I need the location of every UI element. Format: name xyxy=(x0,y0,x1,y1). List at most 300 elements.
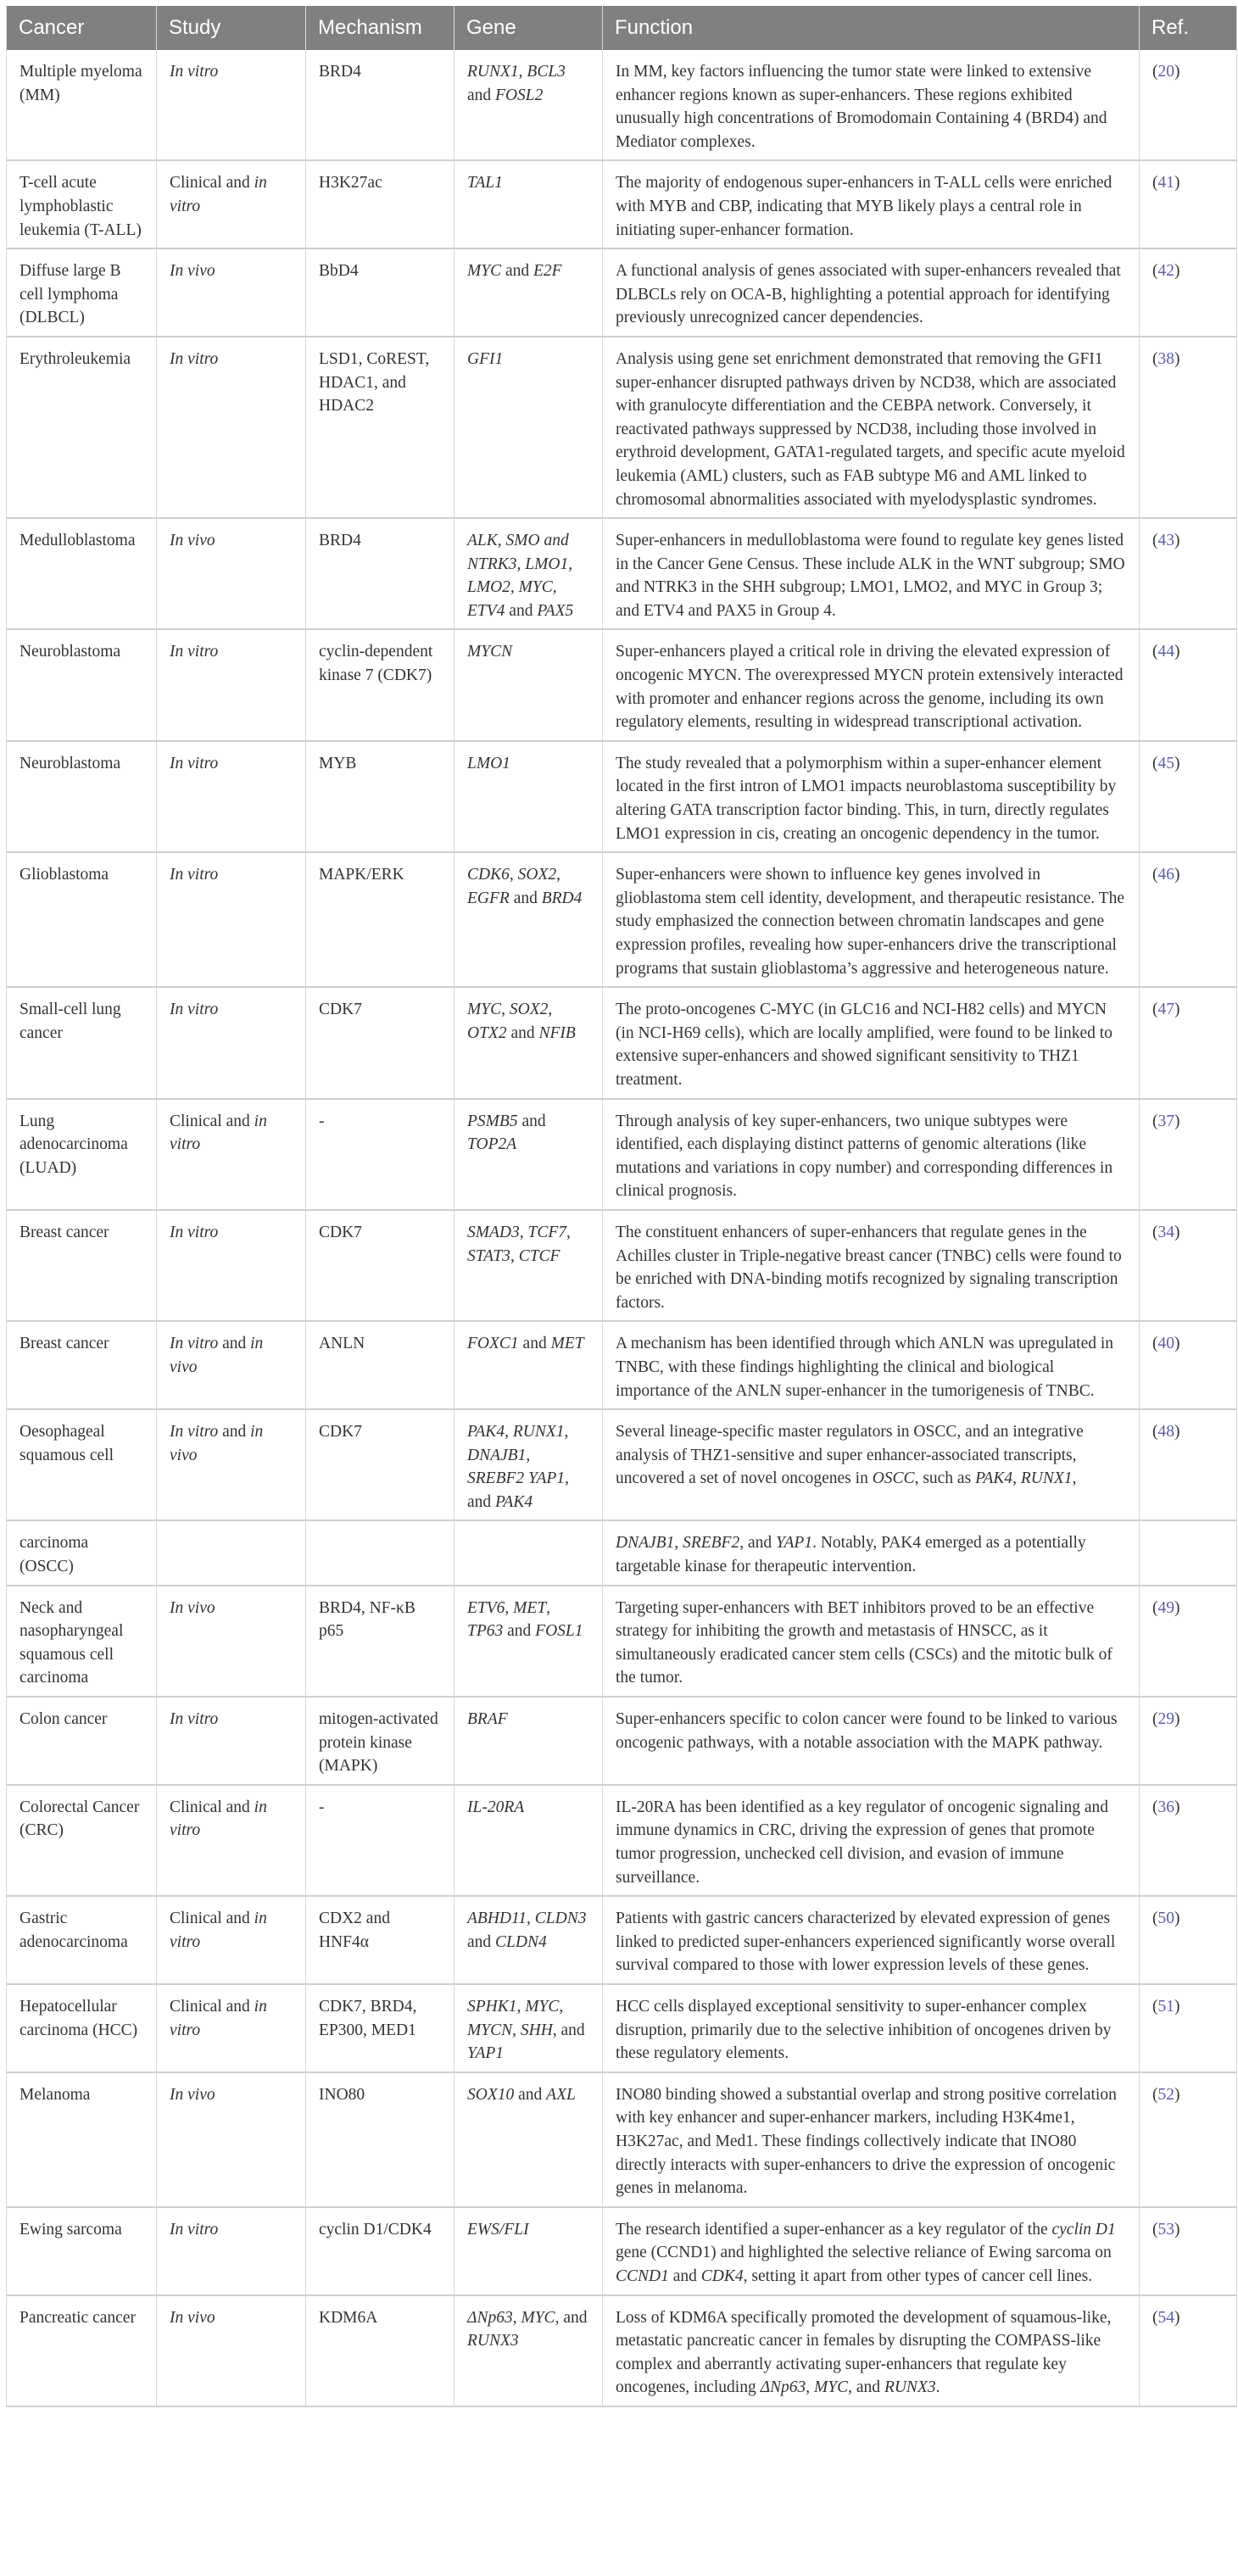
function-text: , such as xyxy=(914,1469,976,1488)
gene-cell xyxy=(454,50,603,160)
cancer-text: Small-cell lung cancer xyxy=(20,1001,121,1042)
table-row xyxy=(7,987,1237,1098)
mechanism-cell xyxy=(306,337,454,518)
reference-link[interactable]: ( 34 ) xyxy=(1152,1224,1180,1241)
function-text: The research identified a super-enhancer as a key regulator of the xyxy=(616,2220,1052,2239)
function-cell xyxy=(603,337,1140,518)
function-text: The majority of endogenous super-enhancers in T-ALL cells were enriched with MYB and CBP, indicating that MYB likely plays a central role in initiating super-enhancer formation. xyxy=(616,174,1113,239)
mechanism-cell xyxy=(306,852,454,987)
function-text: , xyxy=(806,2378,815,2397)
cancer-cell xyxy=(7,1896,157,1984)
table-row xyxy=(7,248,1237,337)
study-cell xyxy=(157,248,306,337)
function-text: In MM, key factors influencing the tumor state were linked to extensive enhancer regions known as super-enhancers. These regions exhibited unusually high concentrations of Bromodomain Containing 4 (BRD4) and Mediator complexes. xyxy=(616,63,1107,151)
header-mechanism: Mechanism xyxy=(306,6,454,50)
study-italic-text: in vitro xyxy=(170,1798,267,1840)
reference-link[interactable]: ( 37 ) xyxy=(1152,1112,1180,1130)
gene-italic-text: RUNX1 xyxy=(512,1423,565,1441)
cancer-text: carcinoma (OSCC) xyxy=(20,1534,89,1576)
gene-italic-text: FOXC1 xyxy=(467,1335,519,1353)
gene-italic-text: GFI1 xyxy=(467,349,504,368)
study-cell xyxy=(157,1697,306,1785)
function-cell xyxy=(603,518,1140,629)
cancer-cell xyxy=(7,1520,157,1585)
study-text: Clinical and xyxy=(170,1798,254,1816)
mechanism-text: BRD4 xyxy=(319,532,361,550)
gene-italic-text: DNAJB1 xyxy=(467,1446,527,1464)
function-italic-text: ΔNp63 xyxy=(760,2378,806,2397)
gene-text: , xyxy=(556,866,560,884)
function-text: . Notably, PAK4 emerged as a potentially targetable kinase for therapeutic intervention. xyxy=(616,1534,1086,1576)
cancer-text: Ewing sarcoma xyxy=(20,2220,122,2239)
gene-text: , xyxy=(501,1001,510,1019)
mechanism-cell xyxy=(306,1984,454,2072)
function-text: , xyxy=(1072,1469,1077,1488)
gene-italic-text: YAP1 xyxy=(467,2044,505,2063)
study-cell xyxy=(157,1210,306,1321)
ref-cell xyxy=(1140,1785,1237,1896)
gene-cell xyxy=(454,1984,603,2072)
gene-text: and xyxy=(514,2085,547,2104)
gene-italic-text: MYCN xyxy=(467,643,513,661)
function-text: , and xyxy=(848,2378,884,2397)
function-italic-text: YAP1 xyxy=(776,1534,813,1553)
mechanism-cell xyxy=(306,2207,454,2295)
function-italic-text: PAK4 xyxy=(975,1469,1013,1488)
ref-cell xyxy=(1140,741,1237,852)
study-italic-text: In vitro xyxy=(170,1223,219,1241)
gene-text: , xyxy=(509,866,518,884)
gene-text: , xyxy=(564,1423,569,1441)
mechanism-text: CDX2 and HNF4α xyxy=(319,1910,390,1951)
study-italic-text: In vivo xyxy=(170,262,215,281)
gene-cell xyxy=(454,987,603,1098)
gene-text: , xyxy=(516,1997,526,2016)
table-header xyxy=(7,6,1237,50)
function-text: Analysis using gene set enrichment demonstrated that removing the GFI1 super-enhancer disrupted pathways driven by NCD38, which are associated with granulocyte differentiation and the CEBPA network. Conversely, it reactivated pathways suppressed by NCD38, including those involved in erythroid development, GATA1-regulated targets, and specific acute myeloid leukemia (AML) clusters, such as FAB subtype M6 and AML linked to chromosomal abnormalities associated with myelodysplastic syndromes. xyxy=(616,349,1125,509)
function-text: A functional analysis of genes associated with super-enhancers revealed that DLBCLs rely on OCA-B, highlighting a potential approach for identifying previously unrecognized cancer dependencies. xyxy=(616,262,1121,327)
study-text: Clinical and xyxy=(170,1997,254,2016)
gene-cell xyxy=(454,852,603,987)
cancer-cell xyxy=(7,1984,157,2072)
ref-cell xyxy=(1140,1586,1237,1697)
study-italic-text: In vitro xyxy=(170,754,219,772)
study-italic-text: In vivo xyxy=(170,2085,215,2104)
cancer-cell xyxy=(7,518,157,629)
reference-link[interactable]: ( 48 ) xyxy=(1152,1423,1180,1441)
gene-cell xyxy=(454,337,603,518)
cancer-text: Lung adenocarcinoma (LUAD) xyxy=(20,1112,128,1177)
function-text: The constituent enhancers of super-enhancers that regulate genes in the Achilles cluster in Triple-negative breast cancer (TNBC) cells were found to be enriched with DNA-binding motifs recognized by signaling transcription factors. xyxy=(616,1223,1122,1312)
cancer-text: Medulloblastoma xyxy=(20,532,136,550)
study-italic-text: In vitro xyxy=(170,1710,219,1729)
gene-text: and xyxy=(506,1023,539,1042)
function-text: Through analysis of key super-enhancers, two unique subtypes were identified, each displaying distinct patterns of genomic alterations (like mutations and variations in copy number) and corresponding differences in clinical prognosis. xyxy=(616,1112,1113,1201)
gene-italic-text: MET xyxy=(550,1335,584,1353)
gene-italic-text: CDK6 xyxy=(467,866,510,884)
cancer-text: Oesophageal squamous cell xyxy=(20,1423,114,1464)
table-row xyxy=(7,852,1237,987)
cancer-cell xyxy=(7,1099,157,1210)
gene-text: and xyxy=(518,1335,551,1353)
study-cell xyxy=(157,1099,306,1210)
study-italic-text: in vivo xyxy=(170,1335,264,1376)
gene-italic-text: BRD4 xyxy=(541,889,583,907)
table-row xyxy=(7,1409,1237,1520)
gene-italic-text: SHH xyxy=(520,2021,553,2039)
gene-italic-text: FOSL1 xyxy=(535,1622,583,1641)
table-row xyxy=(7,50,1237,160)
function-cell xyxy=(603,1586,1140,1697)
cancer-text: Colon cancer xyxy=(20,1710,108,1729)
study-cell xyxy=(157,1984,306,2072)
study-italic-text: In vitro xyxy=(170,1001,219,1019)
gene-italic-text: PAX5 xyxy=(537,601,574,620)
function-cell xyxy=(603,1896,1140,1984)
table-row xyxy=(7,1785,1237,1896)
mechanism-cell xyxy=(306,987,454,1098)
cancer-text: Erythroleukemia xyxy=(20,349,131,368)
gene-cell xyxy=(454,1520,603,1585)
function-cell xyxy=(603,50,1140,160)
mechanism-cell xyxy=(306,1785,454,1896)
gene-cell xyxy=(454,1321,603,1409)
gene-cell xyxy=(454,1896,603,1984)
cancer-text: Colorectal Cancer (CRC) xyxy=(20,1798,140,1840)
mechanism-text: KDM6A xyxy=(319,2308,378,2327)
ref-cell xyxy=(1140,248,1237,337)
cancer-cell xyxy=(7,1785,157,1896)
gene-italic-text: MYC xyxy=(521,2308,555,2327)
function-cell xyxy=(603,2207,1140,2295)
ref-cell xyxy=(1140,1321,1237,1409)
reference-link[interactable]: ( 43 ) xyxy=(1152,532,1180,549)
study-cell xyxy=(157,2295,306,2406)
gene-italic-text: PAK4 xyxy=(467,1423,505,1441)
cancer-cell xyxy=(7,1210,157,1321)
reference-link[interactable]: ( 42 ) xyxy=(1152,262,1180,280)
reference-link[interactable]: ( 53 ) xyxy=(1152,2221,1180,2239)
gene-italic-text: PAK4 xyxy=(495,1492,533,1511)
gene-italic-text: CTCF xyxy=(518,1246,560,1265)
gene-italic-text: BRAF xyxy=(467,1710,508,1729)
ref-cell xyxy=(1140,337,1237,518)
gene-cell xyxy=(454,741,603,852)
study-cell xyxy=(157,160,306,248)
gene-italic-text: MYCN xyxy=(467,2021,513,2039)
study-italic-text: In vitro xyxy=(170,643,219,661)
cancer-text: Hepatocellular carcinoma (HCC) xyxy=(20,1997,138,2039)
function-text: Several lineage-specific master regulators in OSCC, and an integrative analysis of THZ1-sensitive and super enhancer-associated transcripts, uncovered a set of novel oncogenes in xyxy=(616,1423,1084,1488)
ref-cell xyxy=(1140,2295,1237,2406)
gene-italic-text: SOX2 xyxy=(509,1001,549,1019)
cancer-cell xyxy=(7,50,157,160)
study-italic-text: In vitro xyxy=(170,349,219,368)
reference-link[interactable]: ( 54 ) xyxy=(1152,2309,1180,2327)
gene-cell xyxy=(454,1210,603,1321)
reference-link[interactable]: ( 40 ) xyxy=(1152,1335,1180,1352)
study-cell xyxy=(157,1586,306,1697)
study-text: and xyxy=(218,1423,251,1441)
function-text: The study revealed that a polymorphism within a super-enhancer element located in the first intron of LMO1 impacts neuroblastoma susceptibility by altering GATA transcription factor binding. This, in turn, directly regulates LMO1 expression in cis, creating an oncogenic dependency in the tumor. xyxy=(616,754,1117,843)
header-row xyxy=(7,6,1237,50)
function-text: The proto-oncogenes C-MYC (in GLC16 and NCI-H82 cells) and MYCN (in NCI-H69 cells), which are locally amplified, were found to be linked to extensive super-enhancers and showed significant sensitivity to THZ1 treatment. xyxy=(616,1001,1113,1089)
header-function: Function xyxy=(603,6,1140,50)
cancer-cell xyxy=(7,1697,157,1785)
table-row xyxy=(7,1099,1237,1210)
gene-italic-text: STAT3 xyxy=(467,1246,510,1265)
study-italic-text: in vivo xyxy=(170,1423,264,1464)
gene-text: , xyxy=(526,1446,531,1464)
gene-text: , xyxy=(505,1423,513,1441)
function-italic-text: CCND1 xyxy=(616,2267,669,2285)
study-text: Clinical and xyxy=(170,1910,254,1928)
mechanism-cell xyxy=(306,2072,454,2207)
cancer-cell xyxy=(7,248,157,337)
mechanism-text: cyclin-dependent kinase 7 (CDK7) xyxy=(319,643,433,685)
study-text: Clinical and xyxy=(170,1112,254,1130)
mechanism-text: CDK7 xyxy=(319,1423,362,1441)
mechanism-text: CDK7 xyxy=(319,1001,362,1019)
gene-cell xyxy=(454,248,603,337)
function-text: , setting it apart from other types of cancer cell lines. xyxy=(743,2267,1093,2285)
gene-italic-text: MYC xyxy=(467,1001,502,1019)
function-italic-text: OSCC xyxy=(872,1469,915,1488)
mechanism-cell xyxy=(306,1321,454,1409)
gene-italic-text: BCL3 xyxy=(527,63,566,81)
mechanism-text: CDK7, BRD4, EP300, MED1 xyxy=(319,1997,417,2039)
function-cell xyxy=(603,1785,1140,1896)
gene-text: and xyxy=(467,1932,496,1951)
mechanism-text: INO80 xyxy=(319,2085,365,2104)
ref-cell xyxy=(1140,518,1237,629)
header-cancer: Cancer xyxy=(7,6,157,50)
function-cell xyxy=(603,2072,1140,2207)
reference-link[interactable]: ( 45 ) xyxy=(1152,755,1180,772)
gene-text: , xyxy=(519,1223,528,1241)
mechanism-text: BbD4 xyxy=(319,262,359,281)
gene-italic-text: ETV6 xyxy=(467,1598,505,1617)
gene-text: , xyxy=(559,1997,564,2016)
reference-link[interactable]: ( 50 ) xyxy=(1152,1910,1180,1927)
function-text: INO80 binding showed a substantial overlap and strong positive correlation with key enhancer and super-enhancer markers, including H3K4me1, H3K27ac, and Med1. These findings collectively indicate that INO80 directly interacts with super-enhancers to drive the expression of oncogenic genes in melanoma. xyxy=(616,2085,1117,2198)
gene-text: and xyxy=(509,889,542,907)
reference-link[interactable]: ( 44 ) xyxy=(1152,643,1180,661)
mechanism-cell xyxy=(306,1099,454,1210)
study-cell xyxy=(157,741,306,852)
header-study: Study xyxy=(157,6,306,50)
gene-cell xyxy=(454,160,603,248)
table-row xyxy=(7,1520,1237,1585)
study-italic-text: in vitro xyxy=(170,1112,267,1154)
study-italic-text: In vivo xyxy=(170,1598,215,1617)
reference-link[interactable]: ( 49 ) xyxy=(1152,1599,1180,1617)
function-cell xyxy=(603,1210,1140,1321)
study-cell xyxy=(157,1520,306,1585)
gene-text: , xyxy=(566,1223,571,1241)
mechanism-cell xyxy=(306,2295,454,2406)
function-text: and xyxy=(668,2267,701,2285)
gene-text: , and xyxy=(555,2308,588,2327)
gene-text: , xyxy=(548,1001,553,1019)
gene-italic-text: SMAD3 xyxy=(467,1223,520,1241)
gene-italic-text: SOX10 xyxy=(467,2085,515,2104)
gene-italic-text: MET xyxy=(513,1598,547,1617)
ref-cell xyxy=(1140,1697,1237,1785)
table-row xyxy=(7,518,1237,629)
reference-link[interactable]: ( 46 ) xyxy=(1152,866,1180,884)
cancer-cell xyxy=(7,852,157,987)
ref-cell xyxy=(1140,2072,1237,2207)
gene-cell xyxy=(454,1586,603,1697)
function-text: HCC cells displayed exceptional sensitivity to super-enhancer complex disruption, primarily due to the selective inhibition of oncogenes driven by these regulatory elements. xyxy=(616,1997,1112,2063)
gene-cell xyxy=(454,1785,603,1896)
ref-cell xyxy=(1140,1099,1237,1210)
mechanism-text: LSD1, CoREST, HDAC1, and HDAC2 xyxy=(319,349,430,415)
reference-link[interactable]: ( 36 ) xyxy=(1152,1798,1180,1816)
reference-link[interactable]: ( 52 ) xyxy=(1152,2086,1180,2104)
study-text: Clinical and xyxy=(170,174,254,192)
function-text: IL-20RA has been identified as a key regulator of oncogenic signaling and immune dynamics in CRC, driving the expression of genes that promote tumor progression, unchecked cell division, and evasion of immune surveillance. xyxy=(616,1798,1109,1887)
ref-cell xyxy=(1140,1896,1237,1984)
gene-italic-text: IL-20RA xyxy=(467,1798,525,1816)
mechanism-cell xyxy=(306,1210,454,1321)
mechanism-cell xyxy=(306,1586,454,1697)
super-enhancer-table xyxy=(6,6,1237,2407)
reference-link[interactable]: ( 29 ) xyxy=(1152,1710,1180,1728)
function-cell xyxy=(603,1520,1140,1585)
cancer-text: Neck and nasopharyngeal squamous cell carcinoma xyxy=(20,1598,124,1687)
ref-cell xyxy=(1140,852,1237,987)
function-text: Super-enhancers specific to colon cancer were found to be linked to various oncogenic pathways, with a notable association with the MAPK pathway. xyxy=(616,1710,1118,1752)
function-italic-text: MYC xyxy=(814,2378,849,2397)
gene-italic-text: TOP2A xyxy=(467,1135,517,1154)
gene-italic-text: PSMB5 xyxy=(467,1112,518,1130)
gene-italic-text: CLDN4 xyxy=(495,1932,547,1951)
cancer-cell xyxy=(7,1409,157,1520)
gene-cell xyxy=(454,2207,603,2295)
function-cell xyxy=(603,1984,1140,2072)
ref-cell xyxy=(1140,1409,1237,1520)
table-row xyxy=(7,741,1237,852)
gene-text: , xyxy=(546,1598,551,1617)
gene-text: , xyxy=(505,1598,514,1617)
gene-italic-text: SREBF2 YAP1 xyxy=(467,1469,566,1488)
gene-italic-text: ALK, SMO and NTRK3, LMO1, LMO2, MYC, ETV4 xyxy=(467,532,573,620)
reference-link[interactable]: ( 38 ) xyxy=(1152,350,1180,368)
header-ref: Ref. xyxy=(1140,6,1237,50)
gene-italic-text: FOSL2 xyxy=(495,86,544,104)
table-row xyxy=(7,1984,1237,2072)
study-italic-text: In vitro xyxy=(170,2220,219,2239)
gene-cell xyxy=(454,1409,603,1520)
cancer-cell xyxy=(7,2072,157,2207)
function-cell xyxy=(603,852,1140,987)
reference-link[interactable]: ( 51 ) xyxy=(1152,1998,1180,2016)
function-cell xyxy=(603,629,1140,740)
function-italic-text: SREBF2 xyxy=(683,1534,740,1553)
mechanism-text: - xyxy=(319,1798,325,1816)
reference-link[interactable]: ( 41 ) xyxy=(1152,174,1180,192)
ref-cell xyxy=(1140,50,1237,160)
cancer-text: Neuroblastoma xyxy=(20,754,121,772)
mechanism-text: H3K27ac xyxy=(319,174,382,192)
gene-cell xyxy=(454,629,603,740)
gene-italic-text: OTX2 xyxy=(467,1023,507,1042)
cancer-cell xyxy=(7,629,157,740)
study-italic-text: in vitro xyxy=(170,1910,267,1951)
gene-italic-text: MYC xyxy=(525,1997,560,2016)
study-cell xyxy=(157,2207,306,2295)
ref-cell xyxy=(1140,629,1237,740)
table-row xyxy=(7,629,1237,740)
function-cell xyxy=(603,1409,1140,1520)
mechanism-cell xyxy=(306,50,454,160)
cancer-text: Multiple myeloma (MM) xyxy=(20,63,142,104)
cancer-cell xyxy=(7,1321,157,1409)
gene-italic-text: ΔNp63 xyxy=(467,2308,513,2327)
function-text: Targeting super-enhancers with BET inhibitors proved to be an effective strategy for inhibiting the growth and metastasis of HNSCC, as it simultaneously eradicated cancer stem cells (CSCs) and the mitotic bulk of the tumor. xyxy=(616,1598,1113,1687)
study-cell xyxy=(157,518,306,629)
gene-text: and xyxy=(501,262,534,281)
gene-italic-text: E2F xyxy=(533,262,562,281)
function-text: A mechanism has been identified through which ANLN was upregulated in TNBC, with these findings highlighting the clinical and biological importance of the ANLN super-enhancer in the tumorigenesis of TNBC. xyxy=(616,1335,1114,1400)
mechanism-cell xyxy=(306,1697,454,1785)
mechanism-cell xyxy=(306,518,454,629)
gene-italic-text: SPHK1 xyxy=(467,1997,517,2016)
function-italic-text: CDK4 xyxy=(700,2267,744,2285)
gene-text: , xyxy=(518,63,527,81)
cancer-cell xyxy=(7,987,157,1098)
study-text: and xyxy=(218,1335,251,1353)
table-row xyxy=(7,2207,1237,2295)
mechanism-text: CDK7 xyxy=(319,1223,362,1241)
study-italic-text: In vitro xyxy=(170,63,219,81)
function-cell xyxy=(603,248,1140,337)
cancer-text: Melanoma xyxy=(20,2085,91,2104)
function-italic-text: cyclin D1 xyxy=(1051,2220,1116,2239)
reference-link[interactable]: ( 20 ) xyxy=(1152,63,1180,81)
study-italic-text: In vitro xyxy=(170,866,219,884)
function-text: , xyxy=(1012,1469,1021,1488)
study-cell xyxy=(157,2072,306,2207)
function-text: Super-enhancers were shown to influence key genes involved in glioblastoma stem cell identity, development, and therapeutic resistance. The study emphasized the connection between chromatin landscapes and gene expression profiles, revealing how super-enhancers drive the transcriptional programs that sustain glioblastoma’s aggressive and heterogeneous nature. xyxy=(616,866,1124,978)
gene-italic-text: TAL1 xyxy=(467,174,503,192)
gene-text: and xyxy=(467,86,496,104)
study-cell xyxy=(157,1321,306,1409)
cancer-text: Neuroblastoma xyxy=(20,643,121,661)
gene-italic-text: MYC xyxy=(467,262,502,281)
gene-cell xyxy=(454,1697,603,1785)
gene-italic-text: SOX2 xyxy=(517,866,557,884)
function-cell xyxy=(603,741,1140,852)
study-italic-text: In vivo xyxy=(170,2308,215,2327)
cancer-text: T-cell acute lymphoblastic leukemia (T-ALL) xyxy=(20,174,142,239)
gene-text: and xyxy=(503,1622,536,1641)
mechanism-text: - xyxy=(319,1112,325,1130)
table-row xyxy=(7,2072,1237,2207)
gene-italic-text: EGFR xyxy=(467,889,510,907)
gene-text: , xyxy=(512,2021,521,2039)
gene-cell xyxy=(454,2072,603,2207)
function-text: Super-enhancers played a critical role in driving the elevated expression of oncogenic MYCN. The overexpressed MYCN protein extensively interacted with promoter and enhancer regions across the genome, including its own regulatory elements, resulting in widespread transcriptional activation. xyxy=(616,643,1124,732)
function-italic-text: DNAJB1 xyxy=(616,1534,675,1553)
cancer-text: Pancreatic cancer xyxy=(20,2308,136,2327)
cancer-text: Diffuse large B cell lymphoma (DLBCL) xyxy=(20,262,121,327)
gene-italic-text: AXL xyxy=(546,2085,576,2104)
reference-link[interactable]: ( 47 ) xyxy=(1152,1001,1180,1018)
study-cell xyxy=(157,1409,306,1520)
